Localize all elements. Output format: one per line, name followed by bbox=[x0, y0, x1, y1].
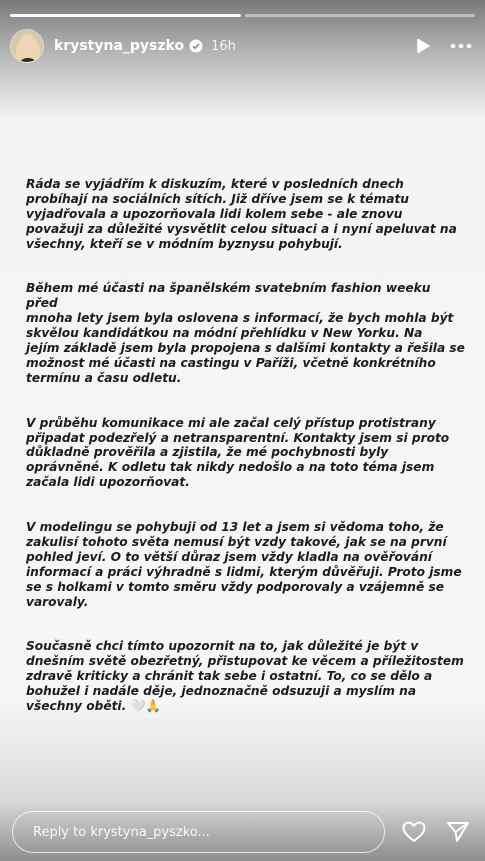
send-icon bbox=[446, 821, 470, 843]
username[interactable]: krystyna_pyszko bbox=[54, 38, 185, 54]
progress-segment-1 bbox=[10, 14, 241, 17]
paragraph-3: V průběhu komunikace mi ale začal celý přístup protistrany připadat podezřelý a netransparentní. Kontakty jsem si proto důkladně prověřila a zjistila, že mé pochybnosti byly oprávněné. K odletu tak nikdy nedošlo a na toto téma jsem začala lidi upozorňovat. bbox=[26, 415, 450, 490]
play-icon bbox=[415, 38, 431, 54]
play-button[interactable] bbox=[409, 32, 437, 60]
verified-badge-icon bbox=[189, 39, 203, 53]
paragraph-1: Ráda se vyjádřím k diskuzím, které v posledních dnech probíhají na sociálních sítích. Již dříve jsem se k tématu vyjadřovala a upozorňovala lidi kolem sebe - ale znovu považuji za důležité vysvětlit celou situaci a i nyní apeluvat na všechny, kteří se v módním byznysu pohybují. bbox=[26, 176, 457, 251]
post-time: 16h bbox=[211, 38, 236, 54]
story-header bbox=[10, 28, 475, 64]
paragraph-4: V modelingu se pohybuji od 13 let a jsem si vědoma toho, že zakulisí tohoto světa nemusí být vzdy takové, jak se na první pohled jeví. O to větší důraz jsem vždy kladla na ověřování informací a práci výhradně s lidmi, kterým důvěřuji. Proto jsme se s holkami v tomto směru vždy podporovaly a vzájemně se varovaly. bbox=[26, 520, 462, 609]
heart-icon bbox=[402, 821, 426, 843]
like-button[interactable] bbox=[399, 817, 429, 847]
heart-pray-emoji: 🤍🙏 bbox=[130, 699, 161, 713]
reply-placeholder: Reply to krystyna_pyszko... bbox=[33, 824, 210, 840]
paragraph-5-text: Současně chci tímto upozornit na to, jak důležité je být v dnešním světě obezřetný, přistupovat ke věcem a příležitostem zdravě kriticky a chránit tak sebe i ostatní. To, co se dělo a bohužel i nadále děje, jednoznačně odsuzuji a myslím na všechny oběti. bbox=[26, 639, 464, 713]
avatar[interactable] bbox=[10, 29, 44, 63]
more-options-button[interactable] bbox=[447, 32, 475, 60]
story-progress-bar bbox=[10, 14, 475, 17]
share-button[interactable] bbox=[443, 817, 473, 847]
paragraph-5 bbox=[26, 639, 466, 714]
reply-input[interactable] bbox=[12, 811, 385, 853]
paragraph-2: Během mé účasti na španělském svatebním fashion weeku před mnoha lety jsem byla oslovena s informací, že bych mohla být skvělou kandidátkou na módní přehlídku v New Yorku. Na jejím základě jsem byla propojena s dalšími kontakty a řešila se možnost mé účasti na castingu v Paříži, včetně konkrétního termínu a času odletu. bbox=[26, 281, 465, 385]
progress-segment-2 bbox=[245, 14, 476, 17]
story-footer bbox=[12, 811, 473, 853]
story-statement-text bbox=[26, 162, 466, 744]
more-dots-icon bbox=[450, 43, 472, 49]
